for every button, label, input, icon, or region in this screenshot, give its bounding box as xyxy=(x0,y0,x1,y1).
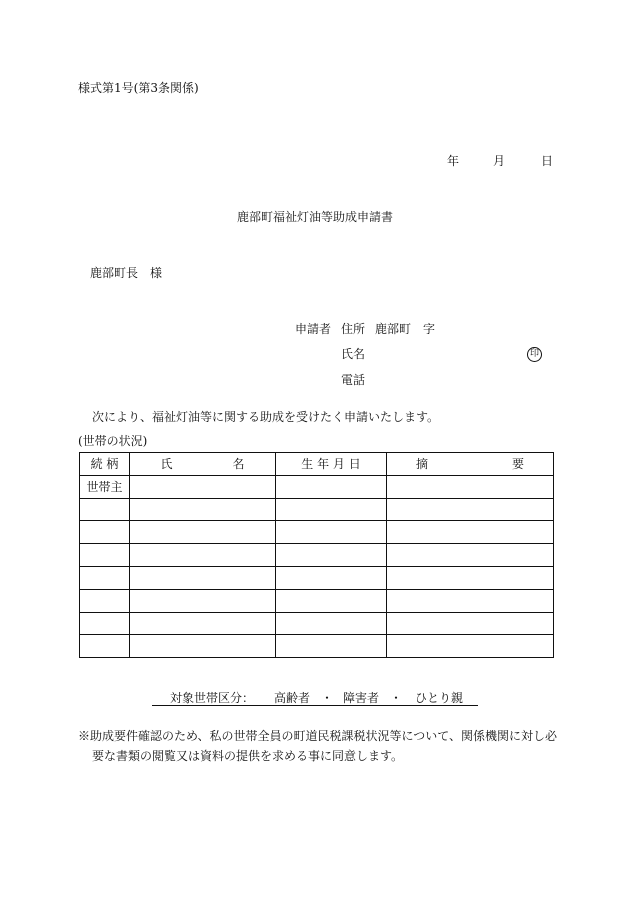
consent-note-line-2: 要な書類の閲覧又は資料の提供を求める事に同意します。 xyxy=(92,749,404,763)
category-option-elderly: 高齢者 xyxy=(274,691,311,705)
category-separator: ・ xyxy=(321,691,334,705)
category-option-disabled: 障害者 xyxy=(343,691,380,705)
table-row xyxy=(80,635,554,658)
cell-relationship xyxy=(80,521,130,544)
cell-relationship xyxy=(80,498,130,521)
cell-birthdate xyxy=(276,589,387,612)
table-row xyxy=(80,612,554,635)
cell-remarks xyxy=(387,566,554,589)
cell-birthdate xyxy=(276,635,387,658)
date-year-label: 年 xyxy=(447,154,460,168)
date-month-label: 月 xyxy=(493,154,506,168)
cell-birthdate xyxy=(276,566,387,589)
household-section-heading: (世帯の状況) xyxy=(78,434,148,448)
cell-name xyxy=(130,475,276,498)
cell-remarks xyxy=(387,521,554,544)
cell-birthdate xyxy=(276,612,387,635)
category-option-single-parent: ひとり親 xyxy=(415,691,464,705)
cell-name xyxy=(130,521,276,544)
table-row xyxy=(80,475,554,498)
category-separator: ・ xyxy=(390,691,403,705)
address-label: 住所 xyxy=(341,322,366,336)
cell-birthdate xyxy=(276,521,387,544)
consent-note-line-1: ※助成要件確認のため、私の世帯全員の町道民税課税状況等について、関係機関に対し必 xyxy=(78,729,558,743)
cell-name xyxy=(130,566,276,589)
table-row xyxy=(80,589,554,612)
cell-name xyxy=(130,498,276,521)
cell-relationship xyxy=(80,566,130,589)
table-row xyxy=(80,521,554,544)
form-number: 様式第1号(第3条関係) xyxy=(78,81,199,95)
category-label: 対象世帯区分： xyxy=(170,691,255,705)
cell-relationship xyxy=(80,612,130,635)
cell-remarks xyxy=(387,475,554,498)
cell-remarks xyxy=(387,635,554,658)
cell-birthdate xyxy=(276,498,387,521)
table-row xyxy=(80,498,554,521)
cell-remarks xyxy=(387,544,554,567)
header-relationship: 続 柄 xyxy=(80,453,130,476)
table-row xyxy=(80,566,554,589)
cell-birthdate xyxy=(276,544,387,567)
application-statement: 次により、福祉灯油等に関する助成を受けたく申請いたします。 xyxy=(92,410,440,424)
cell-birthdate xyxy=(276,475,387,498)
cell-relationship xyxy=(80,589,130,612)
household-table-body xyxy=(80,475,554,657)
seal-mark-icon: 印 xyxy=(527,347,542,362)
header-remarks: 摘 要 xyxy=(387,453,554,476)
cell-name xyxy=(130,544,276,567)
target-household-category xyxy=(152,691,478,706)
cell-name xyxy=(130,635,276,658)
date-day-label: 日 xyxy=(541,154,554,168)
addressee: 鹿部町長 様 xyxy=(90,266,163,280)
applicant-label: 申請者 xyxy=(295,322,332,336)
table-row xyxy=(80,544,554,567)
cell-relationship: 世帯主 xyxy=(80,475,130,498)
name-label: 氏名 xyxy=(341,347,366,361)
cell-remarks xyxy=(387,589,554,612)
cell-relationship xyxy=(80,544,130,567)
cell-remarks xyxy=(387,612,554,635)
cell-relationship xyxy=(80,635,130,658)
household-table xyxy=(79,452,554,658)
header-birthdate: 生 年 月 日 xyxy=(276,453,387,476)
cell-remarks xyxy=(387,498,554,521)
document-title: 鹿部町福祉灯油等助成申請書 xyxy=(236,210,393,224)
address-value: 鹿部町 字 xyxy=(375,322,436,336)
cell-name xyxy=(130,589,276,612)
household-table-header-row xyxy=(80,453,554,476)
header-name: 氏 名 xyxy=(130,453,276,476)
phone-label: 電話 xyxy=(341,373,366,387)
cell-name xyxy=(130,612,276,635)
